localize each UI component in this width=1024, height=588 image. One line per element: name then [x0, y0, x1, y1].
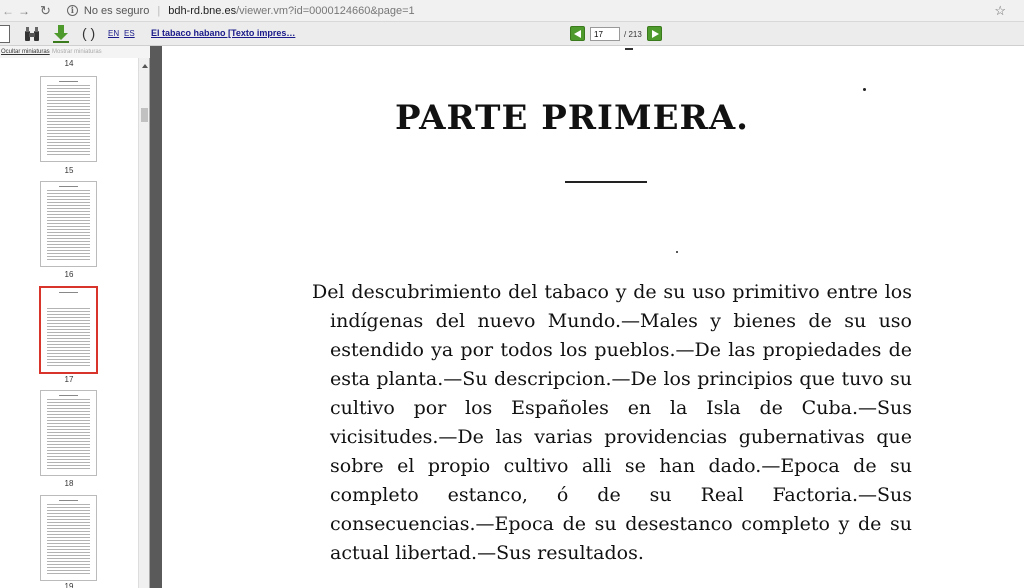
url-separator: | — [157, 4, 161, 17]
thumbnail-page-active[interactable] — [39, 286, 98, 374]
chapter-summary — [312, 278, 912, 568]
page-heading: PARTE PRIMERA. — [395, 98, 749, 138]
back-arrow-icon[interactable]: ← — [2, 3, 14, 18]
thumbnail-controls — [0, 46, 150, 58]
summary-text: Del descubrimiento del tabaco y de su uso primitivo entre los indígenas del nuevo Mundo.—Males y bienes de su uso estendido ya por todos los pueblos.—De las propiedades de esta planta.—Su descripcion.—De los principios que tuvo su cultivo por los Españoles en la Isla de Cuba.—Sus vicisitudes.—De las varias providencias gubernativas que sobre el propio cultivo alli se han dado.—Epoca de su completo estanco, ó de su Real Factoria.—Sus consecuencias.—Epoca de su desestanco completo y de su actual libertad.—Sus resultados. — [312, 281, 912, 564]
thumbnail-page[interactable] — [40, 76, 97, 162]
thumb-label: 17 — [64, 375, 74, 384]
thumbnail-page[interactable] — [40, 495, 97, 581]
url-path: /viewer.vm?id=0000124660&page=1 — [236, 4, 415, 17]
thumb-label: 18 — [64, 479, 74, 488]
thumbnail-scrollbar[interactable] — [138, 58, 150, 588]
heading-rule — [565, 181, 647, 183]
page-total: / 213 — [624, 30, 642, 39]
next-page-icon[interactable] — [647, 26, 662, 41]
speck — [863, 88, 866, 91]
thumbnail-page[interactable] — [40, 390, 97, 476]
document-viewer[interactable] — [150, 46, 1024, 588]
thumbnail-panel[interactable] — [0, 58, 150, 588]
speck — [676, 251, 678, 253]
security-label: No es seguro — [83, 4, 150, 17]
reload-icon[interactable]: ↻ — [40, 2, 51, 18]
thumbnail-page[interactable] — [40, 181, 97, 267]
thumb-label-top: 14 — [64, 59, 74, 68]
hide-thumbnails-link[interactable]: Ocultar miniaturas — [1, 49, 50, 55]
security-indicator[interactable] — [67, 5, 149, 17]
page-number-input[interactable] — [590, 27, 620, 41]
page-mark — [625, 46, 633, 50]
thumb-label: 15 — [64, 166, 74, 175]
lang-es-link[interactable]: ES — [124, 29, 135, 38]
thumb-label: 16 — [64, 270, 74, 279]
show-thumbnails-link: Mostrar miniaturas — [52, 49, 102, 55]
binoculars-icon[interactable] — [24, 26, 40, 42]
forward-arrow-icon[interactable]: → — [18, 3, 30, 18]
page-view-toggle[interactable]: ( ) — [82, 25, 96, 41]
document-title-link[interactable]: El tabaco habano [Texto impres… — [151, 28, 296, 38]
star-icon[interactable]: ☆ — [994, 3, 1006, 18]
lang-en-link[interactable]: EN — [108, 29, 120, 38]
scroll-thumb[interactable] — [141, 108, 148, 122]
scroll-up-icon[interactable] — [142, 64, 148, 68]
url-field[interactable] — [168, 5, 414, 17]
viewer-toolbar — [0, 22, 1024, 46]
browser-address-bar — [0, 0, 1024, 22]
url-host: bdh-rd.bne.es — [168, 4, 237, 17]
download-icon[interactable] — [52, 24, 70, 44]
prev-page-icon[interactable] — [570, 26, 585, 41]
document-page — [162, 46, 1024, 588]
info-icon: i — [67, 5, 78, 16]
thumb-label: 19 — [64, 582, 74, 588]
document-icon[interactable] — [0, 25, 10, 43]
